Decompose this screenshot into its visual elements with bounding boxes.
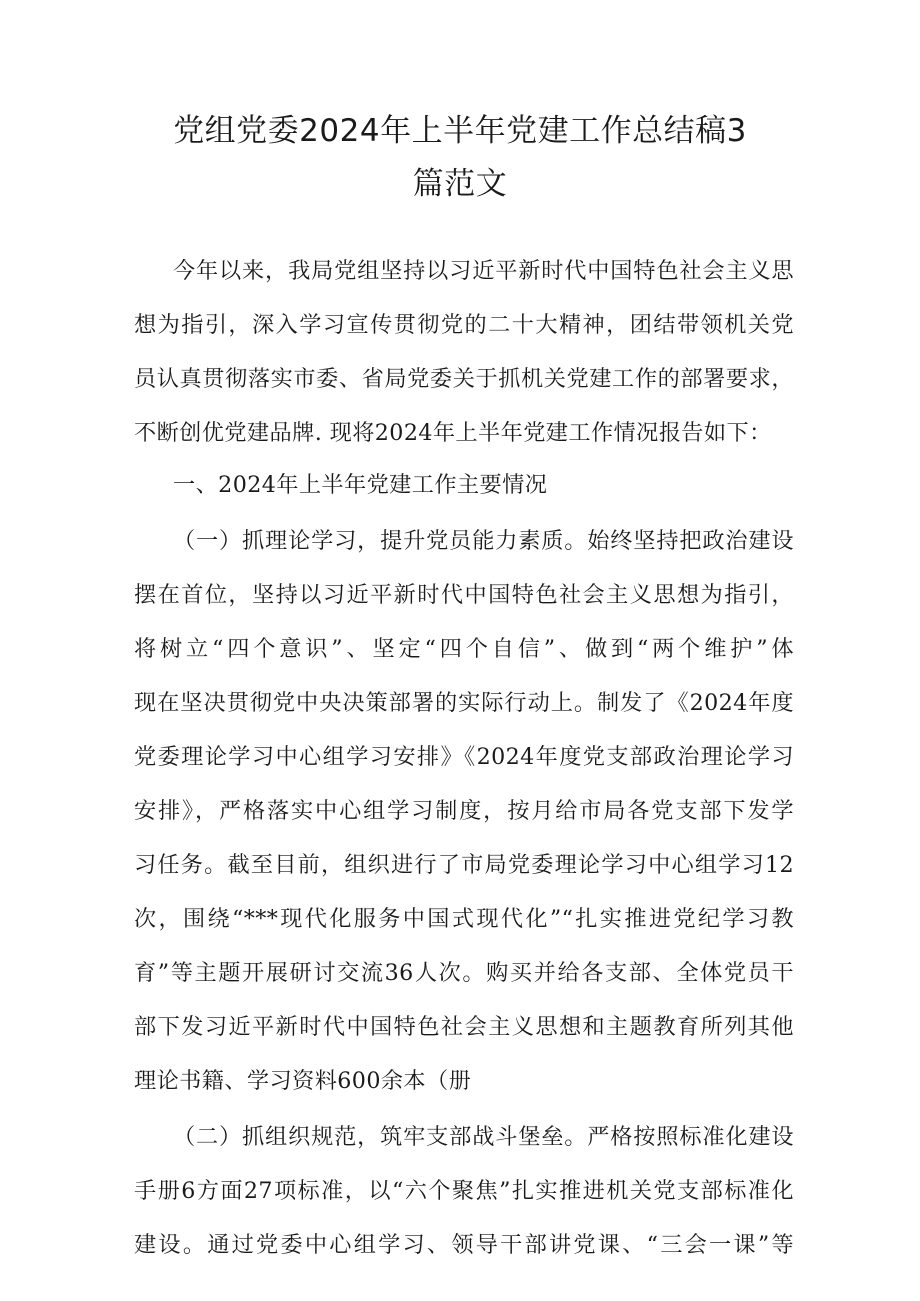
paragraph-two-line-1: （二）抓组织规范，筑牢支部战斗堡垒。严格按照标准化建设 xyxy=(173,1124,794,1150)
paragraph-intro-line-2: 想为指引，深入学习宣传贯彻党的二十大精神，团结带领机关党 xyxy=(134,312,794,338)
paragraph-one-line-9: 育”等主题开展研讨交流36人次。购买并给各支部、全体党员干 xyxy=(134,960,794,986)
paragraph-one-line-1: （一）抓理论学习，提升党员能力素质。始终坚持把政治建设 xyxy=(173,528,794,554)
paragraph-two-line-2: 手册6方面27项标准，以“六个聚焦”扎实推进机关党支部标准化 xyxy=(134,1178,794,1204)
document-title-line-2: 篇范文 xyxy=(412,166,508,202)
paragraph-one-line-8: 次，围绕“***现代化服务中国式现代化”“扎实推进党纪学习教 xyxy=(134,906,794,932)
paragraph-intro-line-1: 今年以来，我局党组坚持以习近平新时代中国特色社会主义思 xyxy=(173,258,794,284)
paragraph-one-line-4: 现在坚决贯彻党中央决策部署的实际行动上。制发了《2024年度 xyxy=(134,690,794,716)
paragraph-one-line-11: 理论书籍、学习资料600余本（册 xyxy=(134,1068,472,1094)
paragraph-intro-line-4: 不断创优党建品牌. 现将2024年上半年党建工作情况报告如下： xyxy=(134,420,772,446)
section-heading: 一、2024年上半年党建工作主要情况 xyxy=(173,472,548,498)
paragraph-one-line-5: 党委理论学习中心组学习安排》《2024年度党支部政治理论学习 xyxy=(134,744,794,770)
paragraph-two-line-3: 建设。通过党委中心组学习、领导干部讲党课、“三会一课”等 xyxy=(134,1232,794,1258)
paragraph-one-line-2: 摆在首位，坚持以习近平新时代中国特色社会主义思想为指引， xyxy=(134,582,794,608)
paragraph-one-line-7: 习任务。截至目前，组织进行了市局党委理论学习中心组学习12 xyxy=(134,852,794,878)
paragraph-one-line-10: 部下发习近平新时代中国特色社会主义思想和主题教育所列其他 xyxy=(134,1014,794,1040)
document-title-line-1: 党组党委2024年上半年党建工作总结稿3 xyxy=(173,113,747,149)
paragraph-intro-line-3: 员认真贯彻落实市委、省局党委关于抓机关党建工作的部署要求， xyxy=(134,366,794,392)
paragraph-one-line-6: 安排》，严格落实中心组学习制度，按月给市局各党支部下发学 xyxy=(134,798,794,824)
paragraph-one-line-3: 将树立“四个意识”、坚定“四个自信”、做到“两个维护”体 xyxy=(134,636,794,662)
